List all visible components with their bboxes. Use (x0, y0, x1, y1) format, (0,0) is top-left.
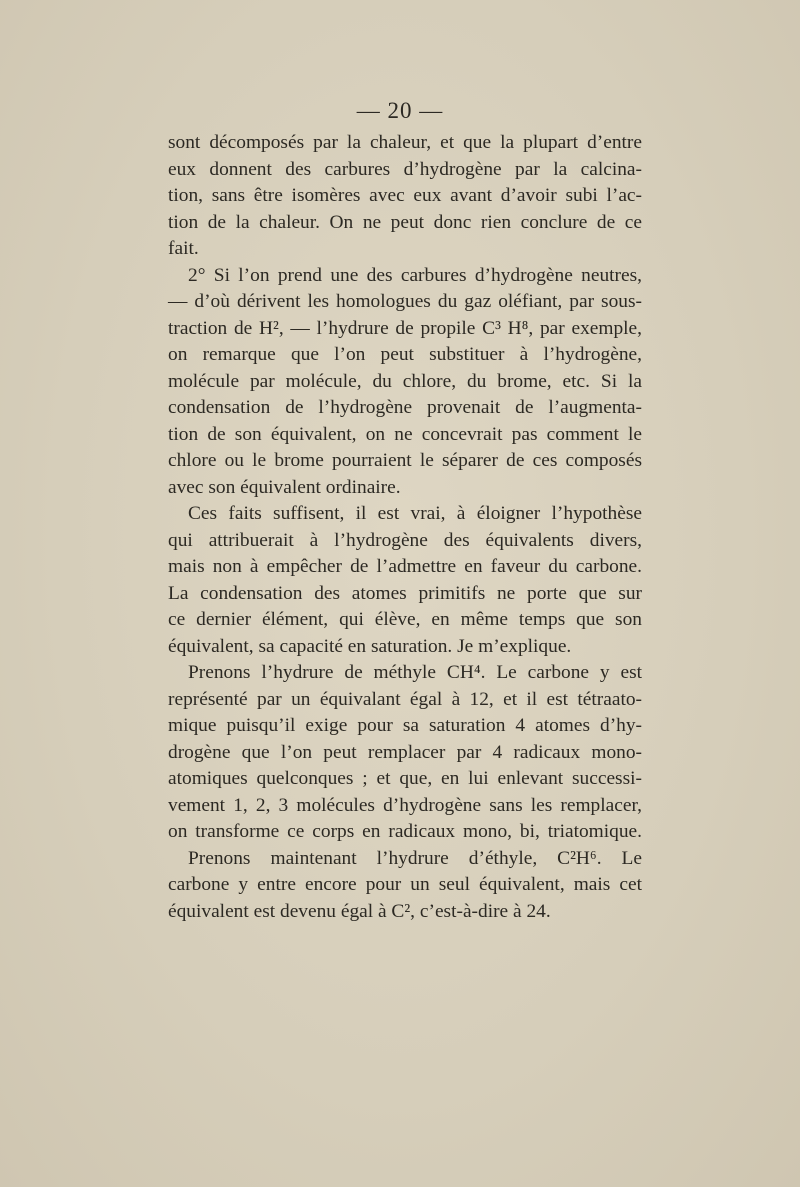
text-line: Prenons maintenant l’hydrure d’éthyle, C²H⁶. Le (188, 847, 642, 869)
text-line: tion de son équivalent, on ne concevrait pas comment le (168, 423, 642, 445)
text-line: mais non à empêcher de l’admettre en faveur du carbone. (168, 556, 642, 577)
page-number: — 20 — (356, 98, 444, 123)
body-text (168, 130, 642, 925)
text-line: — d’où dérivent les homologues du gaz oléfiant, par sous- (168, 291, 642, 312)
text-line: ce dernier élément, qui élève, en même temps que son (168, 609, 642, 630)
text-line: sont décomposés par la chaleur, et que la plupart d’entre (168, 132, 642, 153)
text-line: molécule par molécule, du chlore, du brome, etc. Si la (168, 370, 642, 392)
text-line: eux donnent des carbures d’hydrogène par la calcina- (168, 158, 642, 180)
text-line: condensation de l’hydrogène provenait de l’augmenta- (168, 397, 642, 418)
text-line: traction de H², — l’hydrure de propile C³ H⁸, par exemple, (168, 317, 642, 339)
text-line: chlore ou le brome pourraient le séparer de ces composés (168, 450, 642, 471)
text-line: carbone y entre encore pour un seul équivalent, mais cet (168, 874, 642, 895)
text-line: fait. (168, 238, 199, 259)
text-line: qui attribuerait à l’hydrogène des équivalents divers, (168, 529, 642, 551)
text-line: représenté par un équivalant égal à 12, et il est tétraato- (168, 688, 642, 710)
text-line: équivalent, sa capacité en saturation. Je m’explique. (168, 635, 572, 657)
text-line: atomiques quelconques ; et que, en lui enlevant successi- (168, 768, 642, 789)
text-line: équivalent est devenu égal à C², c’est-à-dire à 24. (168, 900, 551, 922)
text-line: tion de la chaleur. On ne peut donc rien conclure de ce (168, 211, 642, 233)
text-line: tion, sans être isomères avec eux avant d’avoir subi l’ac- (168, 185, 642, 206)
text-line: 2° Si l’on prend une des carbures d’hydrogène neutres, (188, 264, 642, 286)
text-line: Prenons l’hydrure de méthyle CH⁴. Le carbone y est (188, 662, 642, 683)
text-line: avec son équivalent ordinaire. (168, 476, 401, 498)
text-line: vement 1, 2, 3 molécules d’hydrogène sans les remplacer, (168, 794, 642, 816)
text-line: mique puisqu’il exige pour sa saturation 4 atomes d’hy- (168, 715, 642, 736)
text-line: Ces faits suffisent, il est vrai, à éloigner l’hypothèse (188, 503, 642, 524)
text-line: La condensation des atomes primitifs ne porte que sur (168, 582, 642, 604)
text-line: on remarque que l’on peut substituer à l’hydrogène, (168, 344, 642, 365)
text-line: drogène que l’on peut remplacer par 4 radicaux mono- (168, 741, 642, 763)
text-line: on transforme ce corps en radicaux mono, bi, triatomique. (168, 821, 642, 842)
